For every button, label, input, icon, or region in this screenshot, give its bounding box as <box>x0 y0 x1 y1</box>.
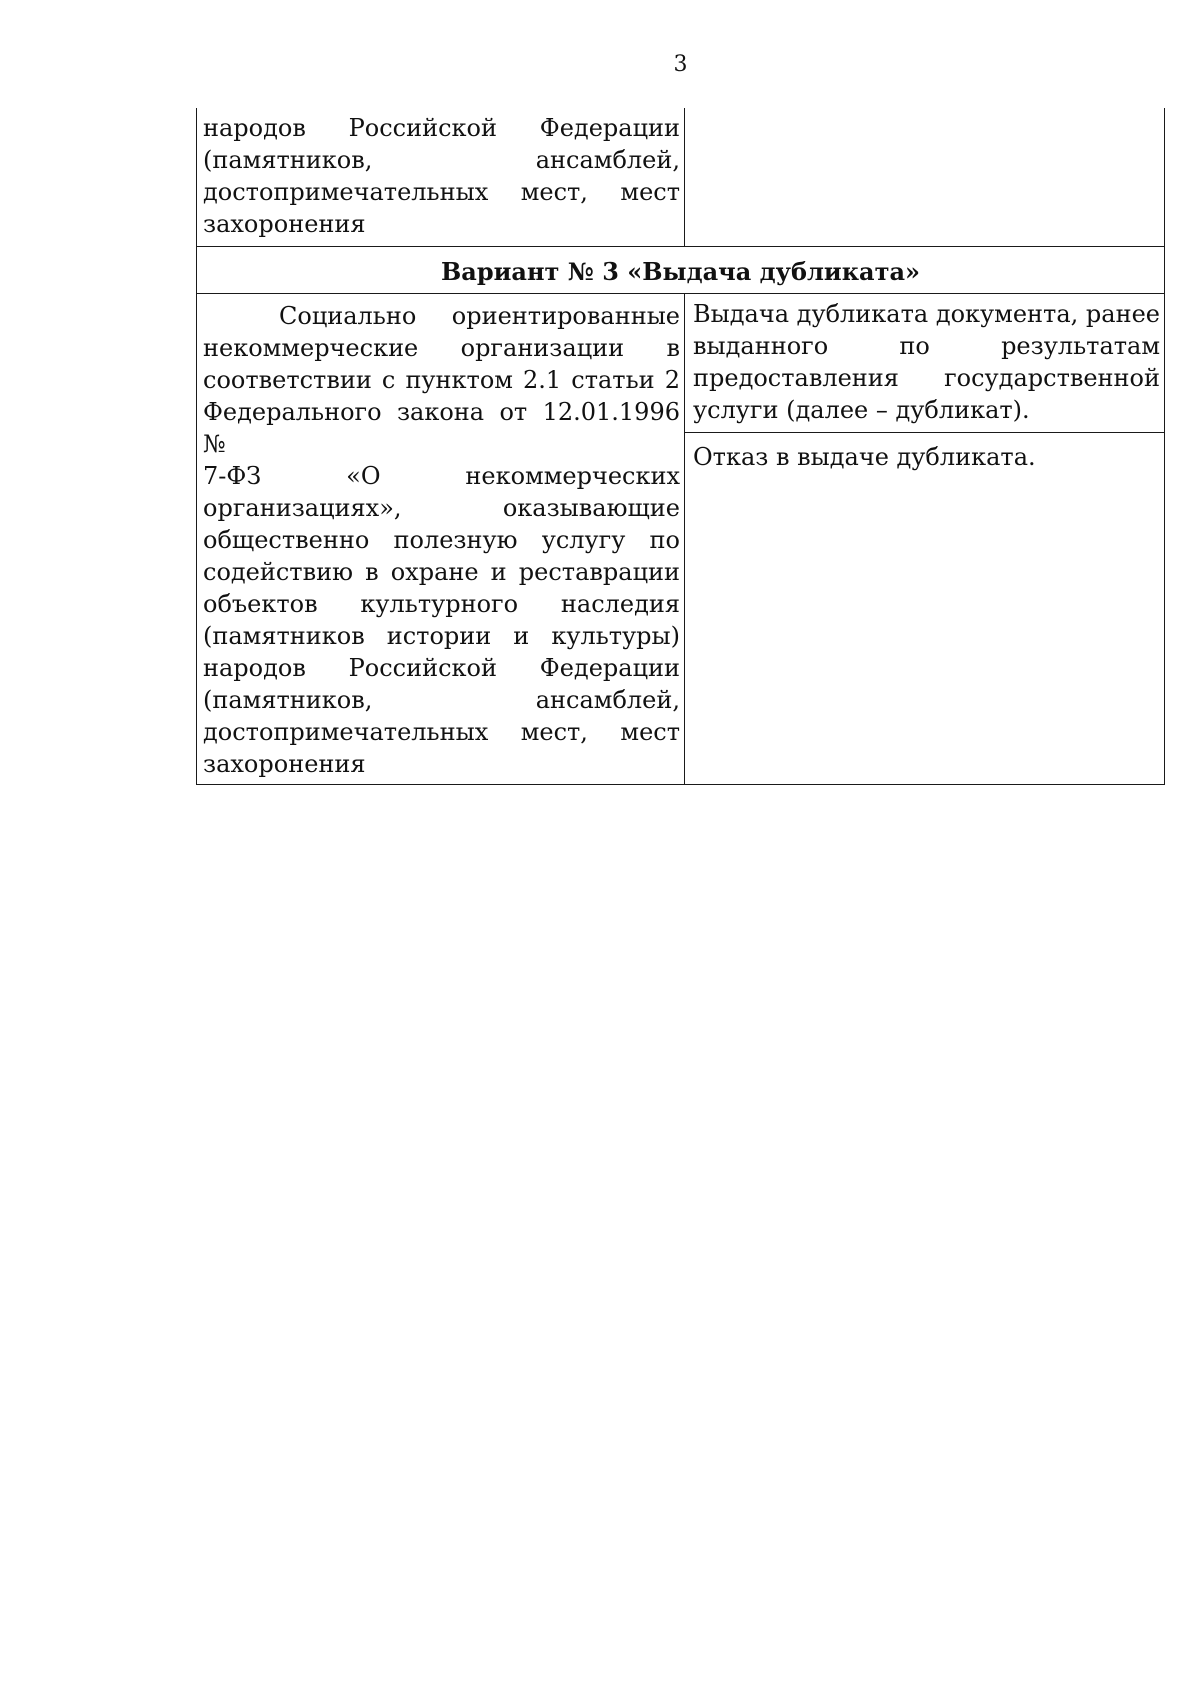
text-line: достопримечательных мест, мест <box>203 178 680 206</box>
variant-heading: Вариант № 3 «Выдача дубликата» <box>197 247 1165 294</box>
text-line: (памятников истории и культуры) <box>203 622 680 650</box>
text-line: народов Российской Федерации <box>203 654 680 682</box>
table-row-continuation <box>197 108 1165 247</box>
text-line: предоставления государственной <box>693 364 1160 392</box>
text-line: Выдача дубликата документа, ранее <box>693 300 1160 328</box>
variant-applicant-cell <box>197 294 685 785</box>
variant-result-cell <box>685 294 1165 785</box>
continuation-result-cell <box>685 108 1165 247</box>
text-line: 7-ФЗ «О некоммерческих <box>203 462 680 490</box>
text-line: выданного по результатам <box>693 332 1160 360</box>
service-variants-table <box>196 108 1165 785</box>
text-line: организациях», оказывающие <box>203 494 680 522</box>
page-number: 3 <box>673 52 688 77</box>
text-line: захоронения <box>203 750 366 778</box>
text-line: захоронения <box>203 210 366 238</box>
text-line: Федерального закона от 12.01.1996 № <box>203 398 680 458</box>
text-line: (памятников, ансамблей, <box>203 686 680 714</box>
text-line: общественно полезную услугу по <box>203 526 680 554</box>
text-line: народов Российской Федерации <box>203 114 680 142</box>
table-row-variant-3 <box>197 294 1165 785</box>
result-issue-duplicate <box>685 294 1164 433</box>
text-line: содействию в охране и реставрации <box>203 558 680 586</box>
text-line: Отказ в выдаче дубликата. <box>693 443 1036 471</box>
text-line: Социально ориентированные <box>279 302 680 330</box>
text-line: некоммерческие организации в <box>203 334 680 362</box>
result-refusal <box>685 433 1164 479</box>
text-line: соответствии с пунктом 2.1 статьи 2 <box>203 366 680 394</box>
continuation-applicant-cell <box>197 108 685 247</box>
table-row-variant-heading <box>197 247 1165 294</box>
text-line: достопримечательных мест, мест <box>203 718 680 746</box>
text-line: (памятников, ансамблей, <box>203 146 680 174</box>
text-line: услуги (далее – дубликат). <box>693 396 1030 424</box>
text-line: объектов культурного наследия <box>203 590 680 618</box>
